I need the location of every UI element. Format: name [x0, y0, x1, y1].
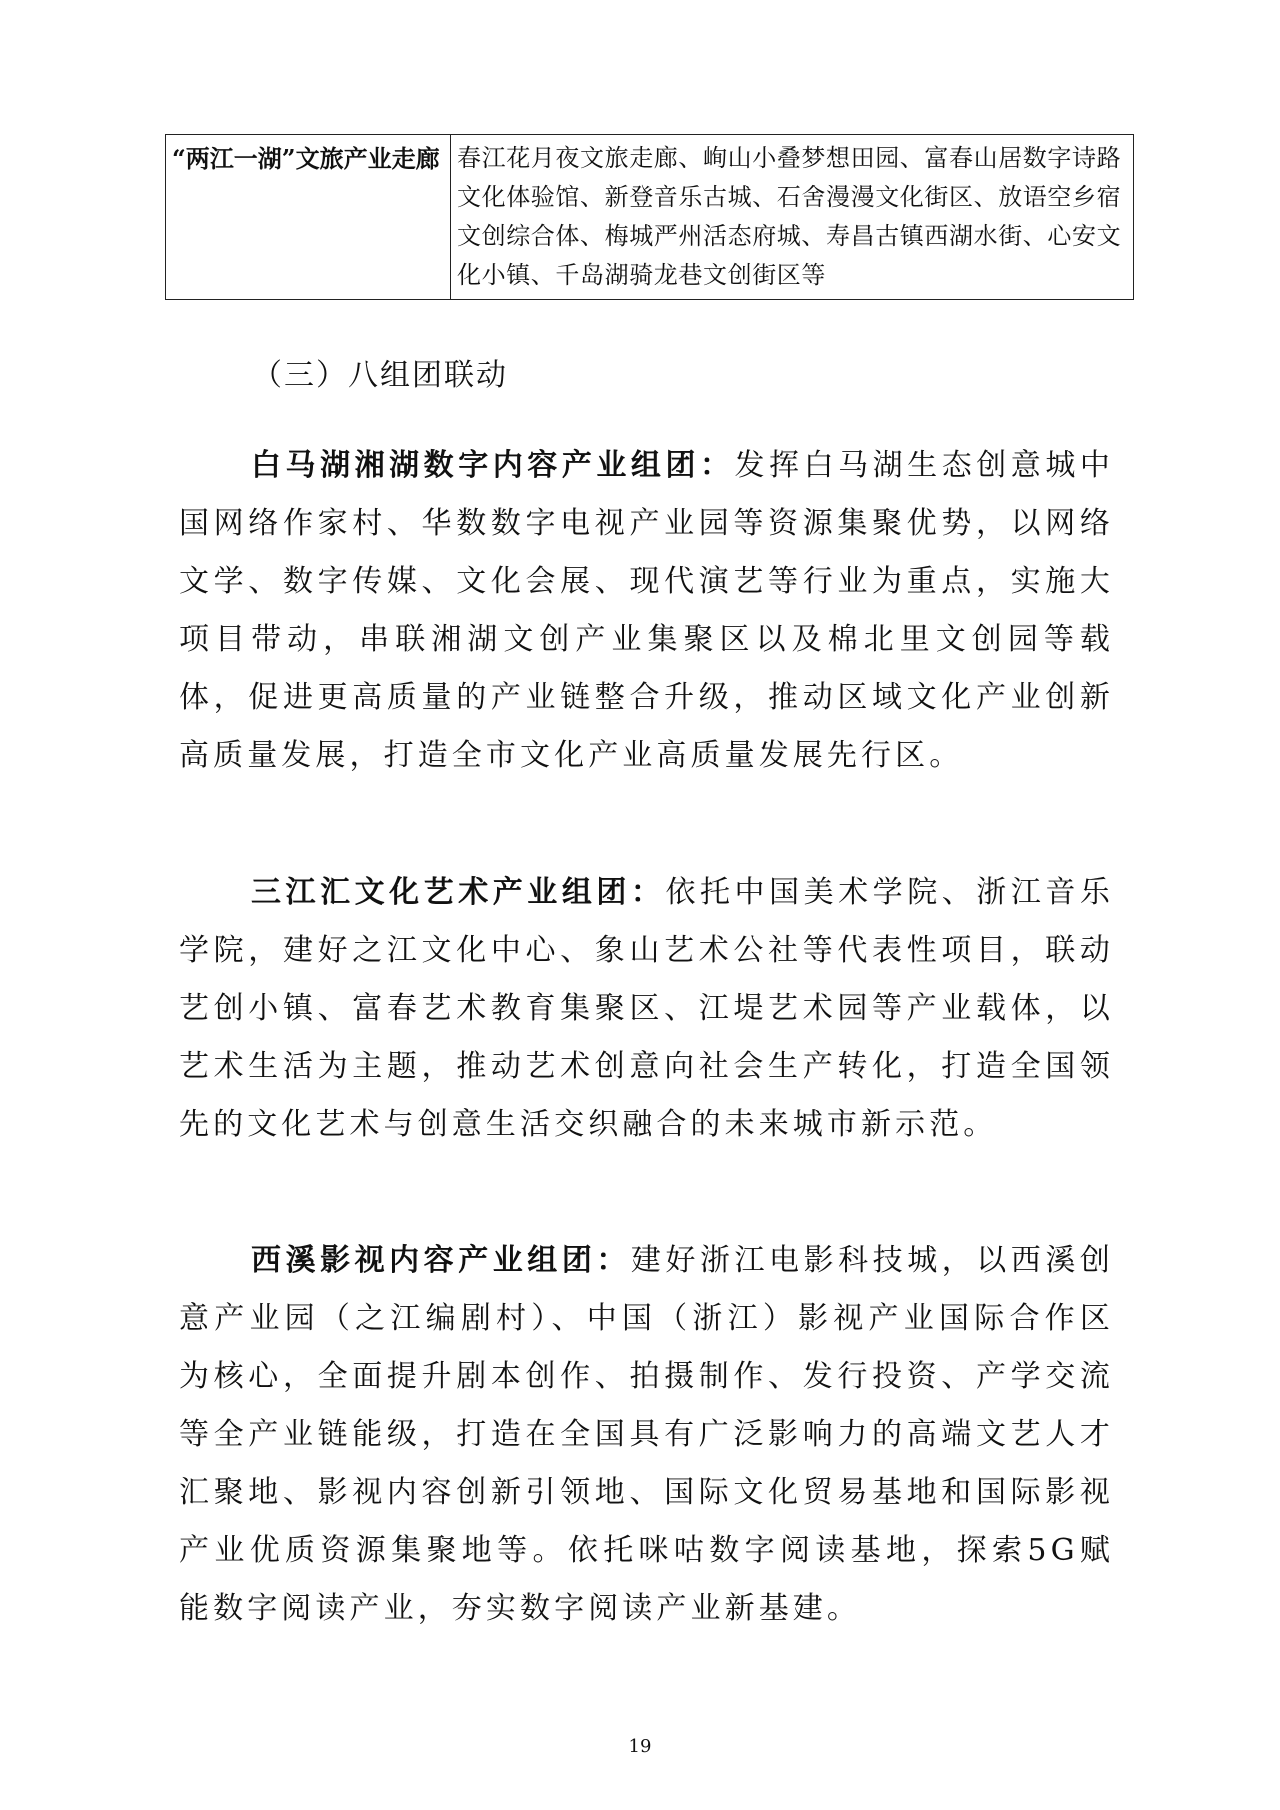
paragraph-lead: 西溪影视内容产业组团：: [251, 1243, 631, 1278]
paragraph-body: 发挥白马湖生态创意城中国网络作家村、华数数字电视产业园等资源集聚优势，以网络文学、数字传媒、文化会展、现代演艺等行业为重点，实施大项目带动，串联湘湖文创产业集聚区以及棉北里文创园等载体，促进更高质量的产业链整合升级，推动区域文化产业创新高质量发展，打造全市文化产业高质量发展先行区。: [179, 448, 1114, 773]
corridor-table: [165, 134, 1134, 300]
section-heading: （三）八组团联动: [252, 358, 508, 393]
paragraph-baimahu-xianghu: [179, 437, 1114, 785]
paragraph-lead: 三江汇文化艺术产业组团：: [251, 875, 666, 910]
corridor-name-cell: “两江一湖”文旅产业走廊: [166, 135, 451, 300]
paragraph-lead: 白马湖湘湖数字内容产业组团：: [251, 448, 735, 483]
paragraph-body: 依托中国美术学院、浙江音乐学院，建好之江文化中心、象山艺术公社等代表性项目，联动艺创小镇、富春艺术教育集聚区、江堤艺术园等产业载体，以艺术生活为主题，推动艺术创意向社会生产转化，打造全国领先的文化艺术与创意生活交织融合的未来城市新示范。: [179, 875, 1114, 1142]
corridor-content-cell: 春江花月夜文旅走廊、峋山小叠梦想田园、富春山居数字诗路文化体验馆、新登音乐古城、石舍漫漫文化街区、放语空乡宿文创综合体、梅城严州活态府城、寿昌古镇西湖水街、心安文化小镇、千岛湖骑龙巷文创街区等: [451, 135, 1134, 300]
table-row: [166, 135, 1134, 300]
paragraph-sanjianghui: [179, 864, 1114, 1154]
paragraph-body: 建好浙江电影科技城，以西溪创意产业园（之江编剧村）、中国（浙江）影视产业国际合作区为核心，全面提升剧本创作、拍摄制作、发行投资、产学交流等全产业链能级，打造在全国具有广泛影响力的高端文艺人才汇聚地、影视内容创新引领地、国际文化贸易基地和国际影视产业优质资源集聚地等。依托咪咕数字阅读基地，探索5G赋能数字阅读产业，夯实数字阅读产业新基建。: [179, 1243, 1114, 1626]
page-number: 19: [628, 1736, 652, 1757]
paragraph-xixi-film: [179, 1232, 1114, 1638]
